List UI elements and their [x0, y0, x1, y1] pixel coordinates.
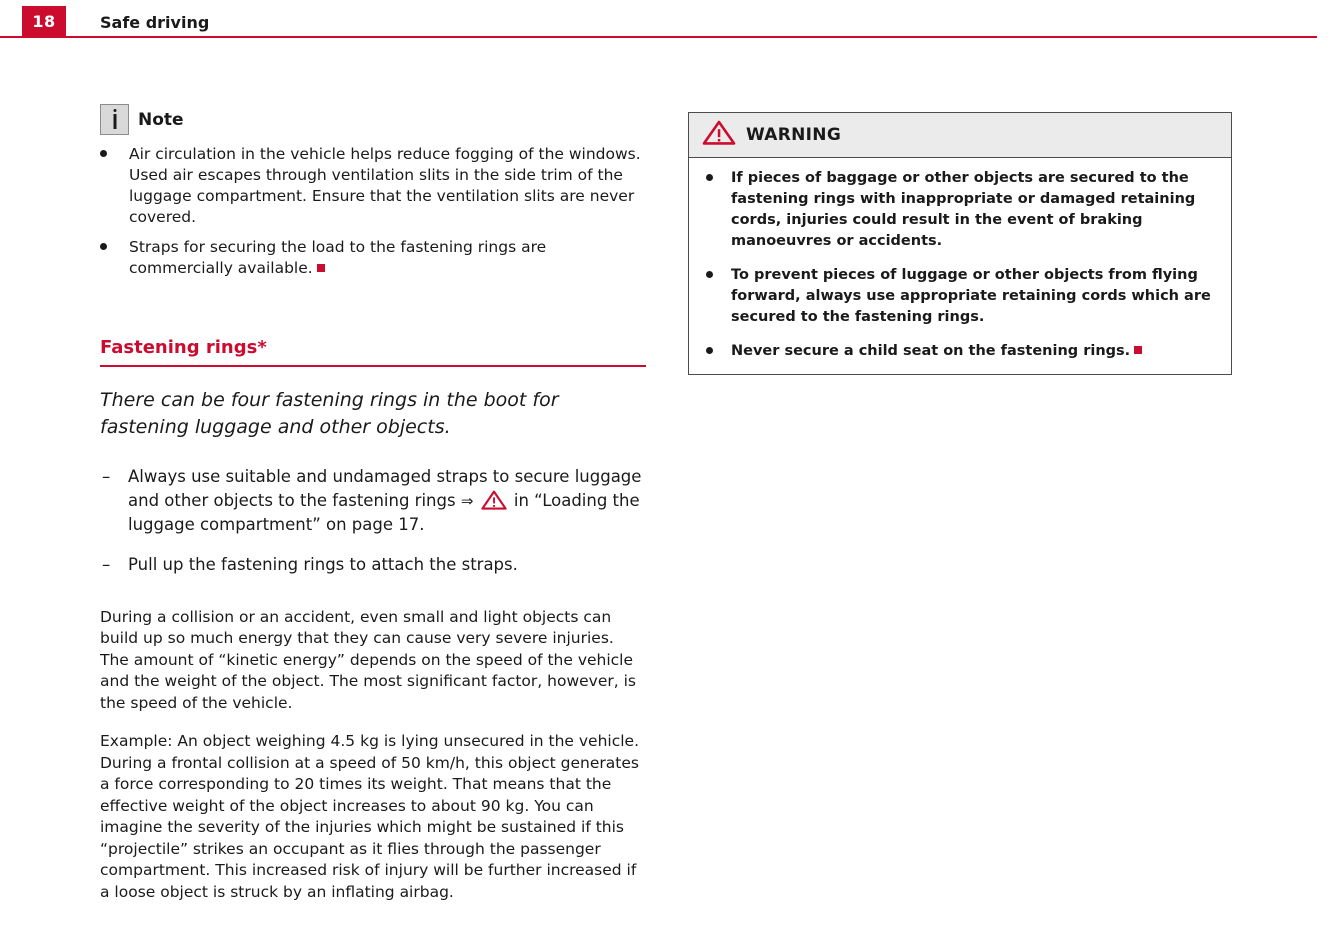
- note-item-text: Straps for securing the load to the fastening rings are commercially available.: [129, 238, 547, 277]
- warning-triangle-icon: [702, 120, 736, 150]
- bullet-dot: [706, 347, 713, 354]
- warning-item-text: If pieces of baggage or other objects are secured to the fastening rings with inappropriate or damaged retaining cords, injuries could result in the event of braking manoeuvres or accidents.: [731, 170, 1196, 249]
- end-of-section-marker: [317, 264, 325, 272]
- page-header: [0, 0, 1339, 40]
- warning-box: [688, 112, 1232, 375]
- section-rule: [100, 365, 646, 367]
- dash-item-text: Always use suitable and undamaged straps to secure luggage and other objects to the fastening rings: [128, 466, 642, 510]
- warning-item-text: Never secure a child seat on the fastening rings.: [731, 343, 1131, 359]
- dash-marker: –: [102, 554, 111, 574]
- bullet-dot: [100, 243, 107, 250]
- list-item: [100, 553, 646, 577]
- list-item: [100, 144, 646, 228]
- dash-marker: –: [102, 466, 111, 486]
- header-rule: [66, 36, 1317, 38]
- warning-item-text: To prevent pieces of luggage or other objects from flying forward, always use appropriate retaining cords which are secured to the fastening rings.: [731, 267, 1211, 325]
- note-item-text: Air circulation in the vehicle helps reduce fogging of the windows. Used air escapes through ventilation slits in the side trim of the luggage compartment. Ensure that the ventilation slits are never covered.: [129, 145, 641, 226]
- body-paragraph: Example: An object weighing 4.5 kg is lying unsecured in the vehicle. During a frontal collision at a speed of 50 km/h, this object generates a force corresponding to 20 times its weight. That means that the effective weight of the object increases to about 90 kg. You can imagine the severity of the injuries which might be sustained if this “projectile” strikes an occupant as it flies through the passenger compartment. This increased risk of injury will be further increased if a loose object is struck by an inflating airbag.: [100, 732, 640, 901]
- list-item: [100, 237, 646, 279]
- list-item: [701, 341, 1219, 362]
- cross-reference-arrow: ⇒: [460, 491, 474, 510]
- left-column: [100, 104, 646, 920]
- right-column: [688, 112, 1232, 375]
- info-icon: [100, 104, 129, 135]
- dash-item-text-cont: in “Loading the luggage compartment” on page 17.: [128, 490, 640, 534]
- bullet-dot: [706, 174, 713, 181]
- section-title: Fastening rings*: [100, 337, 267, 358]
- header-rule-left: [0, 36, 66, 38]
- list-item: [701, 168, 1219, 252]
- warning-triangle-icon: [481, 490, 507, 510]
- section-intro: There can be four fastening rings in the boot for fastening luggage and other objects.: [100, 388, 559, 438]
- note-header: [100, 104, 646, 135]
- bullet-dot: [706, 271, 713, 278]
- dash-item-text: Pull up the fastening rings to attach the straps.: [128, 554, 518, 574]
- note-title: Note: [138, 109, 184, 130]
- page-number: 18: [22, 6, 66, 36]
- page-title: Safe driving: [100, 13, 210, 32]
- section-fastening-rings: [100, 337, 646, 903]
- warning-box-body: [689, 158, 1231, 374]
- warning-box-header: [689, 113, 1231, 158]
- body-paragraph: During a collision or an accident, even small and light objects can build up so much energy that they can cause very severe injuries. The amount of “kinetic energy” depends on the speed of the vehicle and the weight of the object. The most significant factor, however, is the speed of the vehicle.: [100, 607, 636, 712]
- end-of-section-marker: [1134, 346, 1142, 354]
- warning-title: WARNING: [746, 125, 842, 145]
- bullet-dot: [100, 150, 107, 157]
- list-item: [100, 465, 646, 537]
- list-item: [701, 265, 1219, 328]
